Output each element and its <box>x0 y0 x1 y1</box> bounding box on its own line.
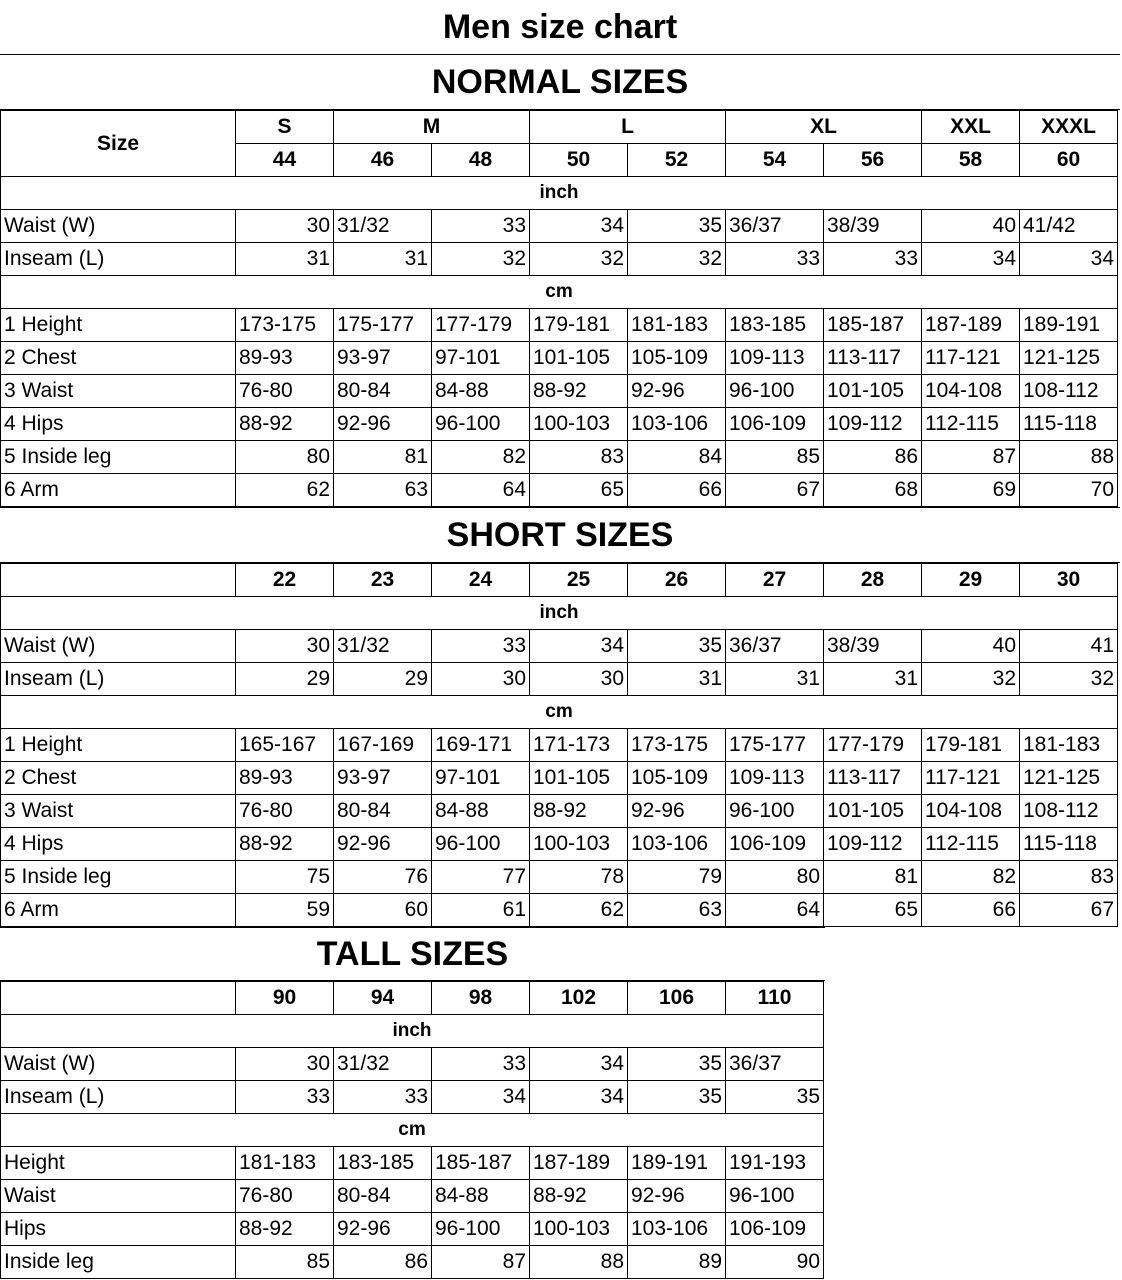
value-cell: 63 <box>334 474 432 507</box>
value-cell: 59 <box>236 894 334 927</box>
value-cell: 92-96 <box>334 1213 432 1246</box>
value-cell: 64 <box>726 894 824 927</box>
value-cell: 70 <box>1020 474 1118 507</box>
value-cell: 165-167 <box>236 729 334 762</box>
value-cell: 31 <box>824 663 922 696</box>
row-label: 6 Arm <box>1 894 236 927</box>
value-cell: 181-183 <box>1020 729 1118 762</box>
table-row <box>1 894 1118 927</box>
table-row <box>1 762 1118 795</box>
row-label: 2 Chest <box>1 762 236 795</box>
value-cell: 109-112 <box>824 408 922 441</box>
size-number-cell: 90 <box>236 982 334 1015</box>
size-number-cell: 30 <box>1020 564 1118 597</box>
table-row <box>1 309 1118 342</box>
unit-row <box>1 177 1118 210</box>
value-cell: 113-117 <box>824 342 922 375</box>
value-cell: 104-108 <box>922 375 1020 408</box>
value-cell: 33 <box>432 630 530 663</box>
value-cell: 35 <box>726 1081 824 1114</box>
value-cell: 67 <box>726 474 824 507</box>
value-cell: 69 <box>922 474 1020 507</box>
value-cell: 88-92 <box>236 408 334 441</box>
table-row <box>1 828 1118 861</box>
value-cell: 75 <box>236 861 334 894</box>
value-cell: 76-80 <box>236 1180 334 1213</box>
size-number-cell: 27 <box>726 564 824 597</box>
normal-sizes-title: NORMAL SIZES <box>0 54 1120 110</box>
row-label: 2 Chest <box>1 342 236 375</box>
value-cell: 35 <box>628 1048 726 1081</box>
value-cell: 36/37 <box>726 210 824 243</box>
value-cell: 104-108 <box>922 795 1020 828</box>
value-cell: 109-113 <box>726 342 824 375</box>
value-cell: 93-97 <box>334 342 432 375</box>
size-group-cell: XXXL <box>1020 111 1118 144</box>
size-number-cell: 29 <box>922 564 1020 597</box>
row-label: 1 Height <box>1 729 236 762</box>
value-cell: 113-117 <box>824 762 922 795</box>
row-label: 3 Waist <box>1 375 236 408</box>
value-cell: 108-112 <box>1020 375 1118 408</box>
value-cell: 88-92 <box>530 1180 628 1213</box>
value-cell: 187-189 <box>530 1147 628 1180</box>
value-cell: 92-96 <box>628 375 726 408</box>
value-cell: 121-125 <box>1020 762 1118 795</box>
value-cell: 89-93 <box>236 342 334 375</box>
value-cell: 93-97 <box>334 762 432 795</box>
value-cell: 82 <box>922 861 1020 894</box>
unit-cm-label: cm <box>1 1114 824 1147</box>
value-cell: 177-179 <box>824 729 922 762</box>
value-cell: 34 <box>922 243 1020 276</box>
size-number-cell: 110 <box>726 982 824 1015</box>
size-number-cell: 22 <box>236 564 334 597</box>
value-cell: 63 <box>628 894 726 927</box>
value-cell: 61 <box>432 894 530 927</box>
value-cell: 33 <box>432 1048 530 1081</box>
value-cell: 31 <box>334 243 432 276</box>
value-cell: 89 <box>628 1246 726 1279</box>
unit-row <box>1 597 1118 630</box>
table-row <box>1 474 1118 507</box>
unit-cm-label: cm <box>1 696 1118 729</box>
value-cell: 40 <box>922 630 1020 663</box>
value-cell: 60 <box>334 894 432 927</box>
value-cell: 108-112 <box>1020 795 1118 828</box>
value-cell: 106-109 <box>726 828 824 861</box>
value-cell: 66 <box>922 894 1020 927</box>
value-cell: 76-80 <box>236 795 334 828</box>
value-cell: 35 <box>628 210 726 243</box>
value-cell: 35 <box>628 630 726 663</box>
value-cell: 121-125 <box>1020 342 1118 375</box>
value-cell: 92-96 <box>628 1180 726 1213</box>
value-cell: 88-92 <box>530 375 628 408</box>
value-cell: 109-113 <box>726 762 824 795</box>
unit-cm-label: cm <box>1 276 1118 309</box>
value-cell: 66 <box>628 474 726 507</box>
value-cell: 92-96 <box>334 408 432 441</box>
value-cell: 83 <box>1020 861 1118 894</box>
size-number-cell: 44 <box>236 144 334 177</box>
value-cell: 67 <box>1020 894 1118 927</box>
value-cell: 41/42 <box>1020 210 1118 243</box>
size-group-cell: L <box>530 111 726 144</box>
value-cell: 109-112 <box>824 828 922 861</box>
value-cell: 34 <box>530 210 628 243</box>
value-cell: 80-84 <box>334 1180 432 1213</box>
value-cell: 65 <box>530 474 628 507</box>
row-label: Waist (W) <box>1 210 236 243</box>
value-cell: 36/37 <box>726 1048 824 1081</box>
size-group-cell: M <box>334 111 530 144</box>
table-row <box>1 795 1118 828</box>
value-cell: 34 <box>530 1081 628 1114</box>
value-cell: 34 <box>530 1048 628 1081</box>
value-cell: 33 <box>236 1081 334 1114</box>
value-cell: 101-105 <box>530 762 628 795</box>
row-label: 4 Hips <box>1 828 236 861</box>
value-cell: 96-100 <box>432 408 530 441</box>
row-label: Inside leg <box>1 1246 236 1279</box>
value-cell: 92-96 <box>334 828 432 861</box>
row-label: 5 Inside leg <box>1 861 236 894</box>
value-cell: 189-191 <box>628 1147 726 1180</box>
value-cell: 189-191 <box>1020 309 1118 342</box>
size-group-row <box>1 111 1118 144</box>
table-row <box>1 441 1118 474</box>
table-row <box>1 630 1118 663</box>
table-row <box>1 342 1118 375</box>
tall-sizes-block <box>0 927 825 1279</box>
size-number-cell: 106 <box>628 982 726 1015</box>
value-cell: 183-185 <box>726 309 824 342</box>
size-number-cell: 54 <box>726 144 824 177</box>
value-cell: 79 <box>628 861 726 894</box>
unit-inch-label: inch <box>1 1015 824 1048</box>
value-cell: 173-175 <box>236 309 334 342</box>
size-number-cell: 48 <box>432 144 530 177</box>
value-cell: 62 <box>530 894 628 927</box>
value-cell: 41 <box>1020 630 1118 663</box>
unit-inch-label: inch <box>1 177 1118 210</box>
value-cell: 34 <box>530 630 628 663</box>
value-cell: 38/39 <box>824 210 922 243</box>
value-cell: 40 <box>922 210 1020 243</box>
tall-sizes-table <box>0 981 824 1279</box>
value-cell: 31/32 <box>334 1048 432 1081</box>
value-cell: 175-177 <box>334 309 432 342</box>
value-cell: 33 <box>824 243 922 276</box>
size-group-cell: XL <box>726 111 922 144</box>
row-label: Inseam (L) <box>1 243 236 276</box>
value-cell: 62 <box>236 474 334 507</box>
value-cell: 96-100 <box>726 795 824 828</box>
size-number-row <box>1 564 1118 597</box>
chart-title: Men size chart <box>442 8 678 46</box>
value-cell: 103-106 <box>628 828 726 861</box>
value-cell: 101-105 <box>824 795 922 828</box>
table-row <box>1 663 1118 696</box>
value-cell: 100-103 <box>530 408 628 441</box>
row-label: Waist <box>1 1180 236 1213</box>
value-cell: 84 <box>628 441 726 474</box>
row-label: Height <box>1 1147 236 1180</box>
value-cell: 77 <box>432 861 530 894</box>
value-cell: 33 <box>726 243 824 276</box>
value-cell: 97-101 <box>432 342 530 375</box>
value-cell: 65 <box>824 894 922 927</box>
value-cell: 31 <box>726 663 824 696</box>
value-cell: 86 <box>334 1246 432 1279</box>
value-cell: 100-103 <box>530 1213 628 1246</box>
value-cell: 32 <box>1020 663 1118 696</box>
value-cell: 36/37 <box>726 630 824 663</box>
value-cell: 92-96 <box>628 795 726 828</box>
size-number-cell: 98 <box>432 982 530 1015</box>
value-cell: 105-109 <box>628 762 726 795</box>
value-cell: 90 <box>726 1246 824 1279</box>
size-number-row <box>1 982 824 1015</box>
value-cell: 117-121 <box>922 762 1020 795</box>
value-cell: 29 <box>334 663 432 696</box>
table-row <box>1 1213 824 1246</box>
table-row <box>1 1147 824 1180</box>
value-cell: 29 <box>236 663 334 696</box>
value-cell: 33 <box>432 210 530 243</box>
value-cell: 88-92 <box>236 1213 334 1246</box>
value-cell: 80-84 <box>334 375 432 408</box>
value-cell: 78 <box>530 861 628 894</box>
row-label: 3 Waist <box>1 795 236 828</box>
row-label: Inseam (L) <box>1 663 236 696</box>
row-label: 1 Height <box>1 309 236 342</box>
value-cell: 96-100 <box>726 375 824 408</box>
table-row <box>1 210 1118 243</box>
value-cell: 31/32 <box>334 210 432 243</box>
short-sizes-table <box>0 563 1118 927</box>
value-cell: 80 <box>726 861 824 894</box>
value-cell: 76 <box>334 861 432 894</box>
table-row <box>1 408 1118 441</box>
value-cell: 177-179 <box>432 309 530 342</box>
size-number-cell: 102 <box>530 982 628 1015</box>
value-cell: 38/39 <box>824 630 922 663</box>
value-cell: 31/32 <box>334 630 432 663</box>
value-cell: 80-84 <box>334 795 432 828</box>
value-cell: 115-118 <box>1020 408 1118 441</box>
row-label: Waist (W) <box>1 630 236 663</box>
value-cell: 169-171 <box>432 729 530 762</box>
table-row <box>1 729 1118 762</box>
value-cell: 83 <box>530 441 628 474</box>
size-label-empty <box>1 564 236 597</box>
value-cell: 87 <box>432 1246 530 1279</box>
value-cell: 179-181 <box>530 309 628 342</box>
normal-sizes-table <box>0 110 1118 507</box>
value-cell: 181-183 <box>628 309 726 342</box>
value-cell: 101-105 <box>824 375 922 408</box>
value-cell: 30 <box>236 1048 334 1081</box>
size-number-cell: 23 <box>334 564 432 597</box>
size-number-cell: 26 <box>628 564 726 597</box>
value-cell: 185-187 <box>824 309 922 342</box>
table-row <box>1 1081 824 1114</box>
value-cell: 88-92 <box>530 795 628 828</box>
value-cell: 106-109 <box>726 1213 824 1246</box>
value-cell: 30 <box>432 663 530 696</box>
value-cell: 30 <box>236 210 334 243</box>
value-cell: 32 <box>922 663 1020 696</box>
value-cell: 34 <box>1020 243 1118 276</box>
row-label: Hips <box>1 1213 236 1246</box>
unit-row <box>1 1114 824 1147</box>
value-cell: 34 <box>432 1081 530 1114</box>
value-cell: 97-101 <box>432 762 530 795</box>
value-cell: 171-173 <box>530 729 628 762</box>
value-cell: 87 <box>922 441 1020 474</box>
value-cell: 117-121 <box>922 342 1020 375</box>
value-cell: 32 <box>432 243 530 276</box>
value-cell: 191-193 <box>726 1147 824 1180</box>
value-cell: 106-109 <box>726 408 824 441</box>
row-label: 4 Hips <box>1 408 236 441</box>
size-group-cell: XXL <box>922 111 1020 144</box>
size-number-cell: 56 <box>824 144 922 177</box>
value-cell: 85 <box>236 1246 334 1279</box>
value-cell: 82 <box>432 441 530 474</box>
size-number-cell: 94 <box>334 982 432 1015</box>
value-cell: 103-106 <box>628 1213 726 1246</box>
value-cell: 64 <box>432 474 530 507</box>
value-cell: 115-118 <box>1020 828 1118 861</box>
value-cell: 30 <box>236 630 334 663</box>
size-number-cell: 24 <box>432 564 530 597</box>
size-number-cell: 60 <box>1020 144 1118 177</box>
row-label: Waist (W) <box>1 1048 236 1081</box>
size-number-cell: 25 <box>530 564 628 597</box>
size-number-cell: 52 <box>628 144 726 177</box>
table-row <box>1 243 1118 276</box>
unit-row <box>1 276 1118 309</box>
value-cell: 175-177 <box>726 729 824 762</box>
value-cell: 88-92 <box>236 828 334 861</box>
value-cell: 181-183 <box>236 1147 334 1180</box>
value-cell: 32 <box>530 243 628 276</box>
row-label: Inseam (L) <box>1 1081 236 1114</box>
value-cell: 167-169 <box>334 729 432 762</box>
short-sizes-title: SHORT SIZES <box>0 507 1120 563</box>
value-cell: 88 <box>530 1246 628 1279</box>
value-cell: 76-80 <box>236 375 334 408</box>
value-cell: 85 <box>726 441 824 474</box>
table-row <box>1 861 1118 894</box>
size-number-cell: 46 <box>334 144 432 177</box>
size-number-cell: 58 <box>922 144 1020 177</box>
unit-row <box>1 696 1118 729</box>
value-cell: 173-175 <box>628 729 726 762</box>
size-number-cell: 28 <box>824 564 922 597</box>
value-cell: 30 <box>530 663 628 696</box>
size-label-empty <box>1 982 236 1015</box>
value-cell: 89-93 <box>236 762 334 795</box>
tall-sizes-title: TALL SIZES <box>0 927 825 981</box>
value-cell: 68 <box>824 474 922 507</box>
value-cell: 32 <box>628 243 726 276</box>
value-cell: 80 <box>236 441 334 474</box>
table-row <box>1 1246 824 1279</box>
value-cell: 101-105 <box>530 342 628 375</box>
value-cell: 84-88 <box>432 375 530 408</box>
unit-inch-label: inch <box>1 597 1118 630</box>
value-cell: 84-88 <box>432 795 530 828</box>
table-row <box>1 1180 824 1213</box>
value-cell: 112-115 <box>922 408 1020 441</box>
unit-row <box>1 1015 824 1048</box>
value-cell: 31 <box>236 243 334 276</box>
value-cell: 103-106 <box>628 408 726 441</box>
value-cell: 84-88 <box>432 1180 530 1213</box>
value-cell: 81 <box>334 441 432 474</box>
value-cell: 179-181 <box>922 729 1020 762</box>
table-row <box>1 375 1118 408</box>
size-label: Size <box>1 111 236 177</box>
value-cell: 187-189 <box>922 309 1020 342</box>
value-cell: 35 <box>628 1081 726 1114</box>
value-cell: 96-100 <box>432 1213 530 1246</box>
value-cell: 33 <box>334 1081 432 1114</box>
value-cell: 88 <box>1020 441 1118 474</box>
value-cell: 81 <box>824 861 922 894</box>
value-cell: 31 <box>628 663 726 696</box>
row-label: 5 Inside leg <box>1 441 236 474</box>
table-row <box>1 1048 824 1081</box>
value-cell: 100-103 <box>530 828 628 861</box>
size-group-cell: S <box>236 111 334 144</box>
size-number-cell: 50 <box>530 144 628 177</box>
value-cell: 185-187 <box>432 1147 530 1180</box>
value-cell: 112-115 <box>922 828 1020 861</box>
value-cell: 105-109 <box>628 342 726 375</box>
value-cell: 86 <box>824 441 922 474</box>
value-cell: 183-185 <box>334 1147 432 1180</box>
row-label: 6 Arm <box>1 474 236 507</box>
value-cell: 96-100 <box>726 1180 824 1213</box>
value-cell: 96-100 <box>432 828 530 861</box>
